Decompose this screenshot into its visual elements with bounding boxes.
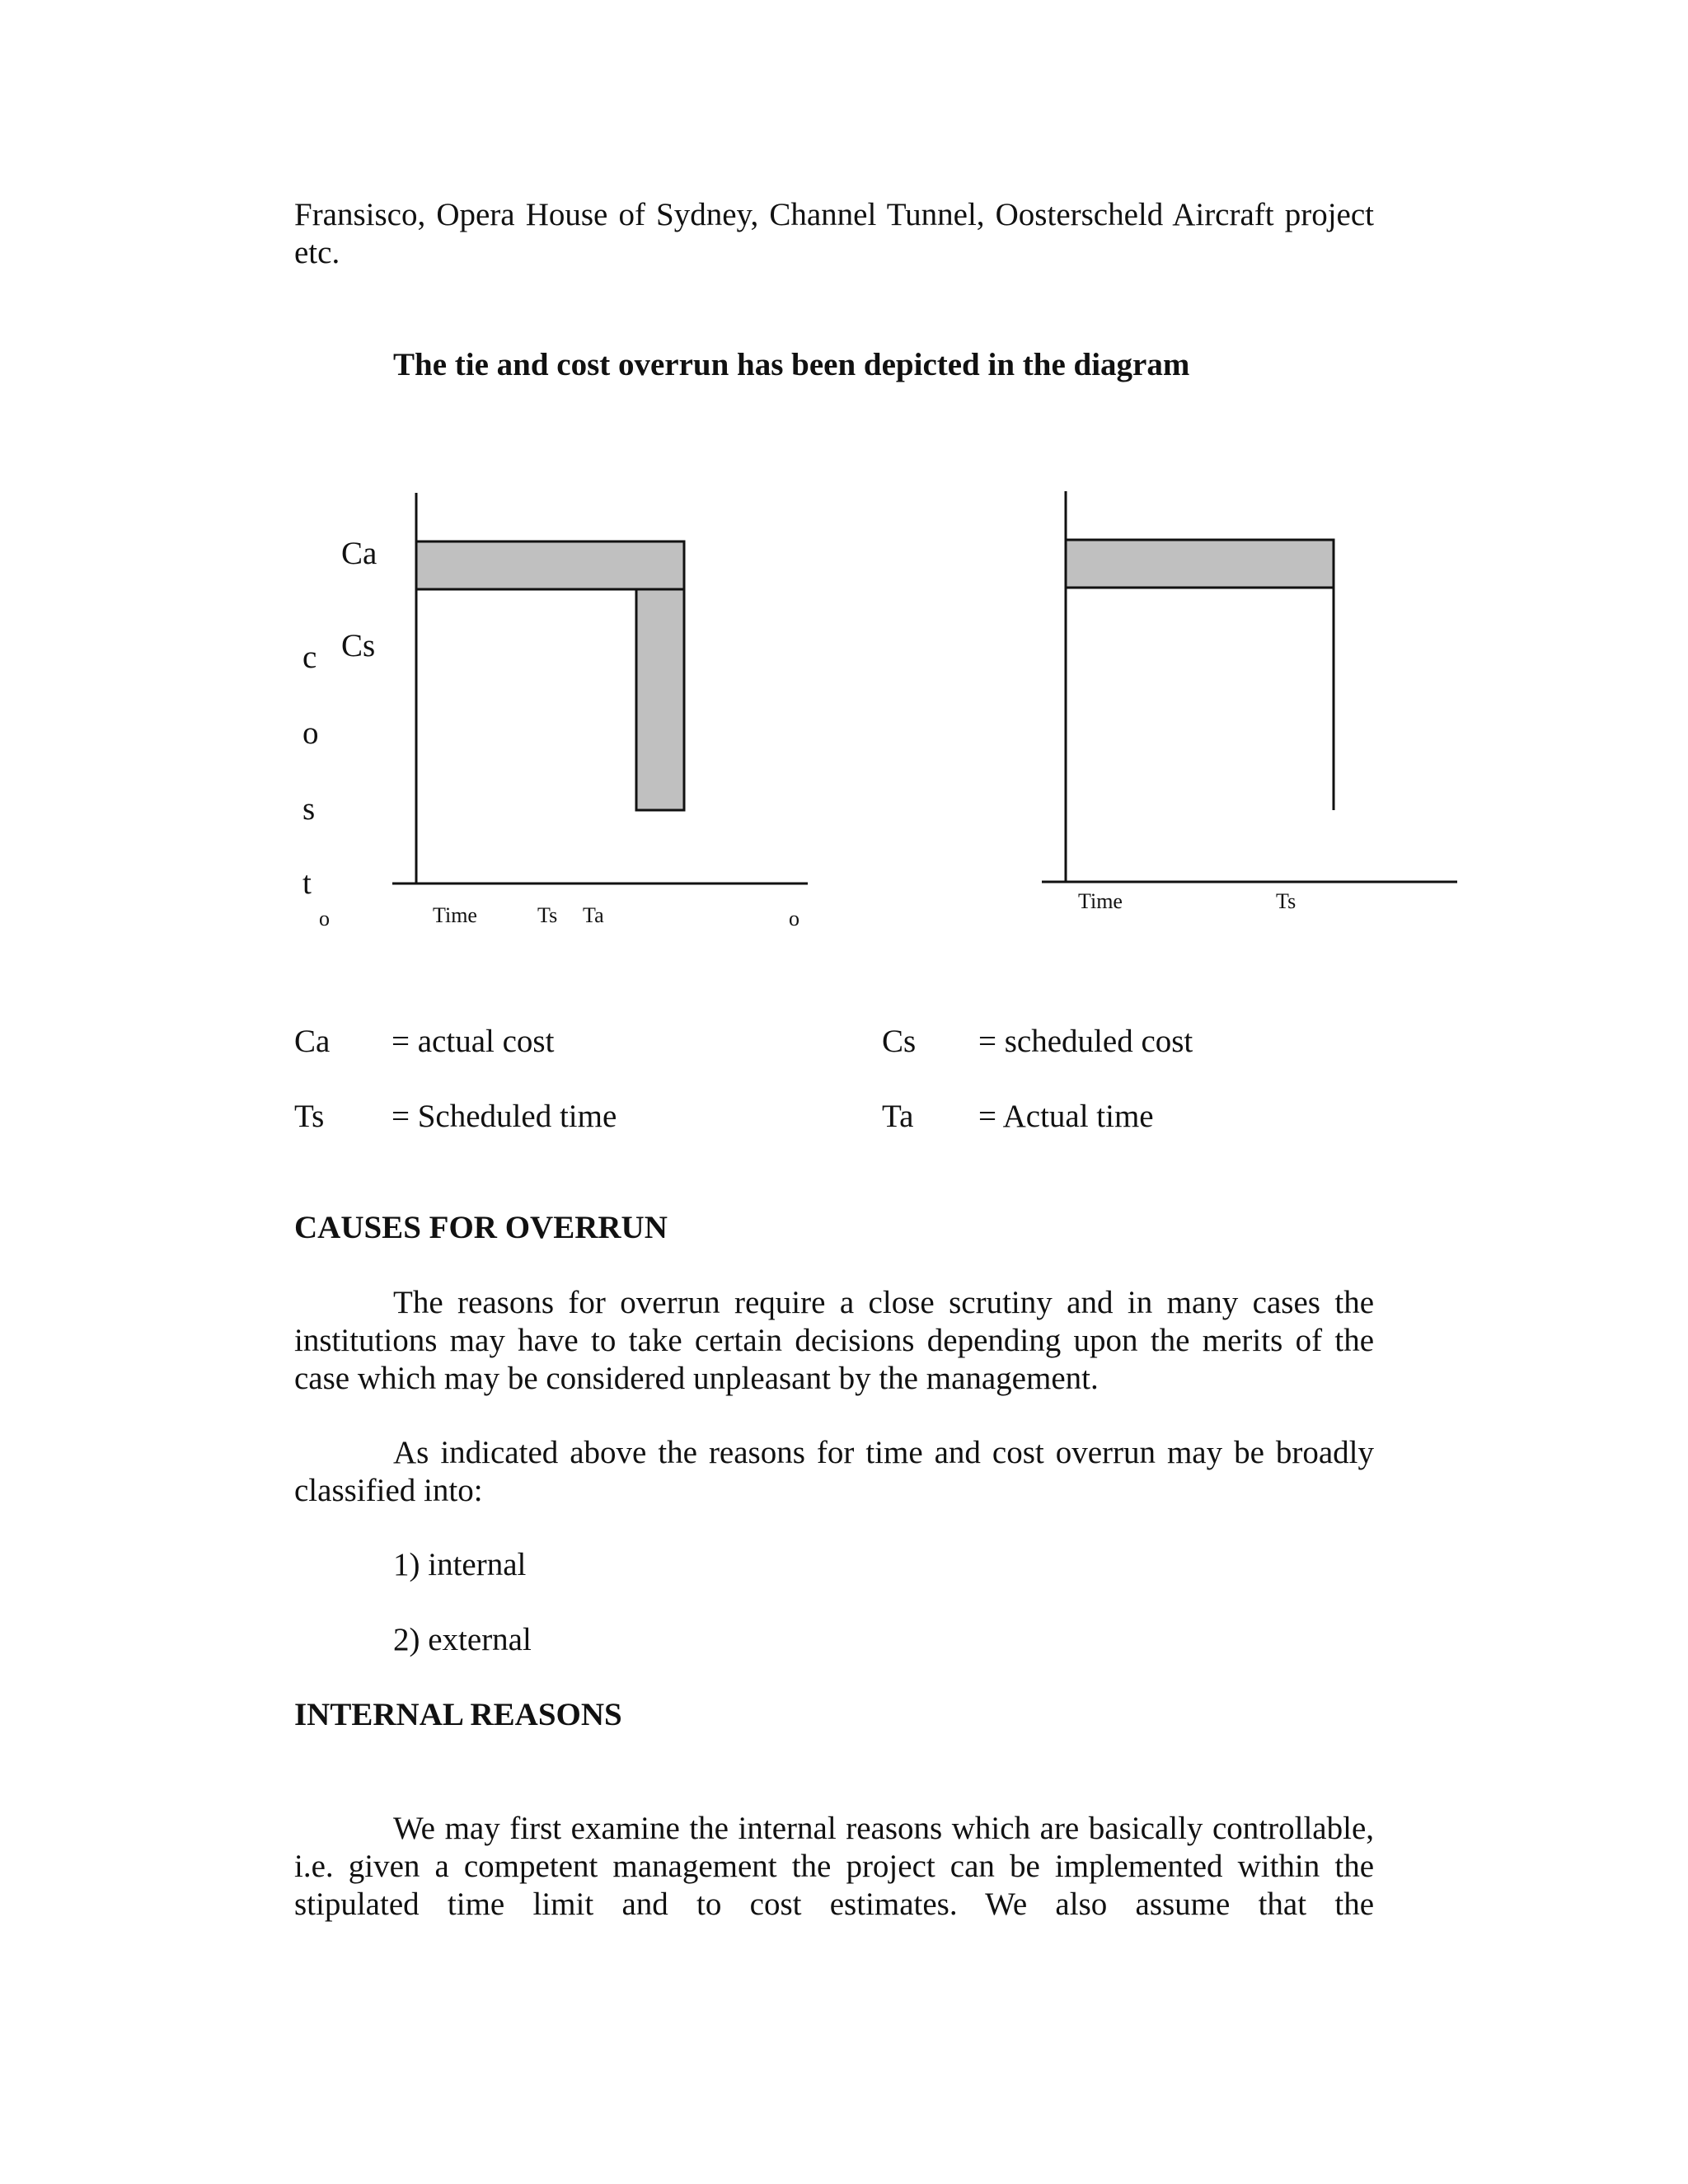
causes-paragraph-1: The reasons for overrun require a close scrutiny and in many cases the institutions may have to take certain decisions depending upon the merits of the case which may be considered unpleasant by the management. xyxy=(294,1285,1374,1396)
left-axis-ta-label: Ta xyxy=(583,903,604,927)
legend-ta-value: = Actual time xyxy=(978,1099,1154,1134)
cost-letter-o: o xyxy=(302,715,319,751)
internal-heading: INTERNAL REASONS xyxy=(294,1697,622,1732)
cost-letter-s: s xyxy=(302,791,316,827)
causes-heading: CAUSES FOR OVERRUN xyxy=(294,1210,668,1245)
legend-ta-key: Ta xyxy=(882,1099,914,1134)
causes-paragraph-2: As indicated above the reasons for time and cost overrun may be broadly classified into: xyxy=(294,1435,1374,1508)
intro-paragraph: Fransisco, Opera House of Sydney, Channel Tunnel, Oosterscheld Aircraft project etc. xyxy=(294,197,1374,270)
left-axis-ts-label: Ts xyxy=(537,903,558,927)
legend-ca-key: Ca xyxy=(294,1024,331,1059)
left-origin-label: o xyxy=(319,907,330,930)
cost-letter-c: c xyxy=(302,640,317,675)
diagram-caption: The tie and cost overrun has been depicted in the diagram xyxy=(393,347,1190,382)
right-cost-bar xyxy=(1066,540,1334,588)
left-axis-time-label: Time xyxy=(433,903,477,927)
left-label-ca: Ca xyxy=(341,536,377,571)
legend-ts-value: = Scheduled time xyxy=(392,1099,617,1134)
right-axis-ts-label: Ts xyxy=(1276,889,1296,913)
cost-letter-t: t xyxy=(302,865,312,901)
legend-cs-value: = scheduled cost xyxy=(978,1024,1193,1059)
left-axis-end-label: o xyxy=(789,907,799,930)
legend-cs-key: Cs xyxy=(882,1024,917,1059)
list-item-internal: 1) internal xyxy=(393,1547,527,1582)
legend-ca-value: = actual cost xyxy=(392,1024,555,1059)
left-label-cs: Cs xyxy=(341,628,376,663)
list-item-external: 2) external xyxy=(393,1622,532,1657)
right-axis-time-label: Time xyxy=(1078,889,1123,913)
legend-ts-key: Ts xyxy=(294,1099,325,1134)
internal-paragraph: We may first examine the internal reasons which are basically controllable, i.e. given a competent management the project can be implemented within the stipulated time limit and to cost estimates. We also assume that the xyxy=(294,1811,1374,1922)
